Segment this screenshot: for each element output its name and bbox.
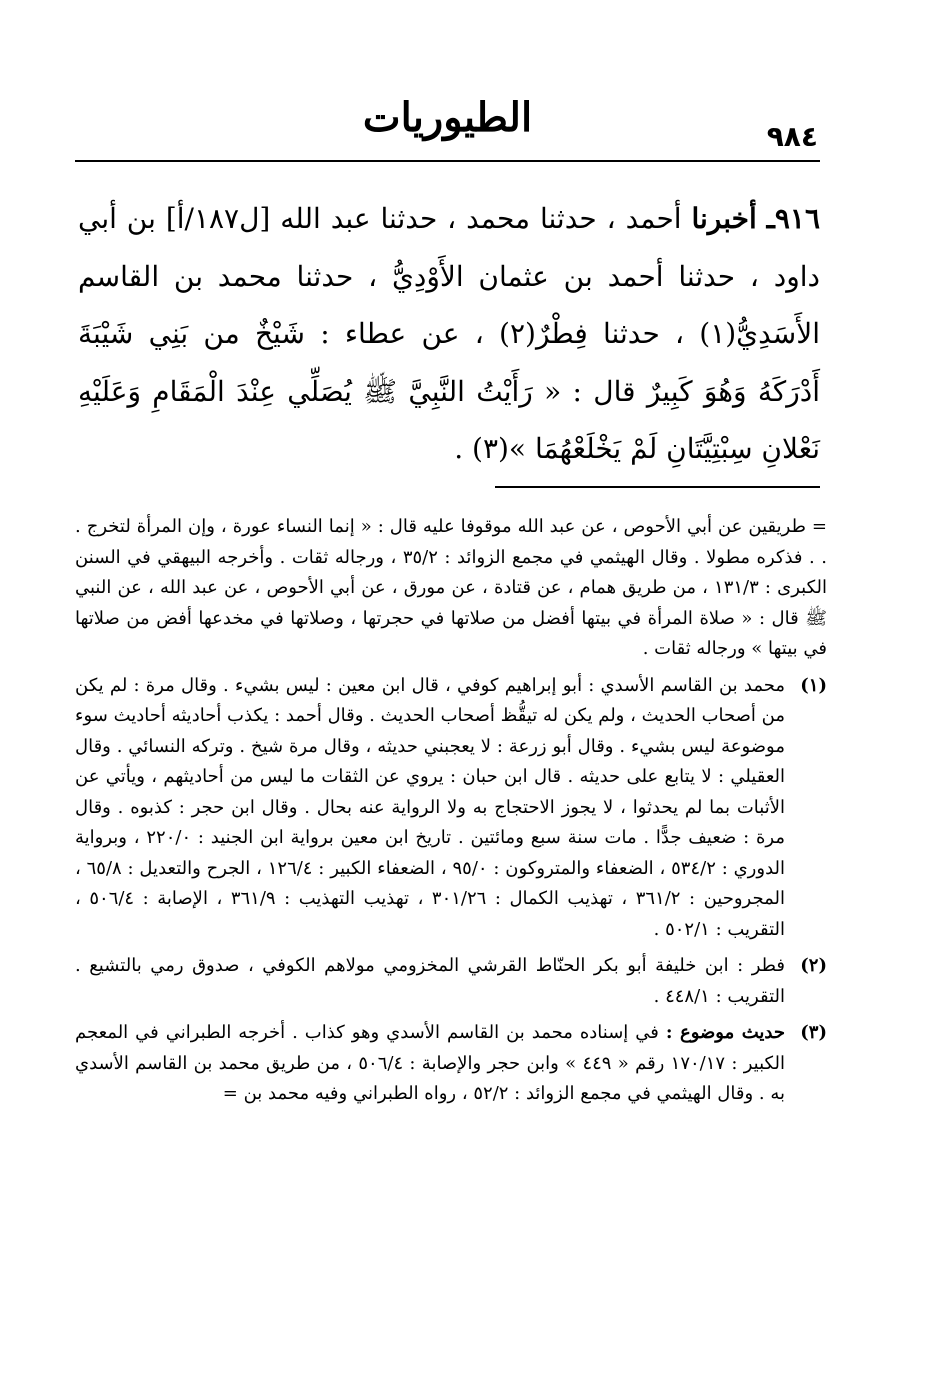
page-header [75,92,820,162]
footnote-text: فطر : ابن خليفة أبو بكر الحنّاط القرشي المخزومي مولاهم الكوفي ، صدوق رمي بالتشيع . التقريب : ٤٤٨/١ . [75,955,785,1007]
footnote-3 [75,1018,827,1110]
hadith-lead-word: أخبرنا [691,202,757,235]
footnote-number: (٣) [800,1022,827,1043]
page-number: ٩٨٤ [766,120,818,153]
footnotes-section [75,512,827,1110]
hadith-number: ٩١٦ـ [766,202,820,235]
footnote-number: (٢) [800,955,827,976]
hadith-text: أحمد ، حدثنا محمد ، حدثنا عبد الله [ل١٨٧/أ] بن أبي داود ، حدثنا أحمد بن عثمان الأَوْدِيُّ ، حدثنا محمد بن القاسم الأَسَدِيُّ(١) ، حدثنا فِطْرٌ(٢) ، عن عطاء : شَيْخٌ من بَنِي شَيْبَةَ أَدْرَكَهُ وَهُوَ كَبِيرٌ قال : « رَأَيْتُ النَّبِيَّ ﷺ يُصَلِّي عِنْدَ الْمَقَامِ وَعَلَيْهِ نَعْلانِ سِبْتِيَّتَانِ لَمْ يَخْلَعْهُمَا »(٣) . [78,202,820,465]
hadith-paragraph [78,190,820,478]
footnote-1 [75,671,827,946]
footnote-body [75,1018,785,1110]
footnote-divider [495,486,820,488]
book-title: الطيوريات [362,94,533,141]
footnote-number: (١) [800,674,827,696]
footnote-text: في إسناده محمد بن القاسم الأسدي وهو كذاب . أخرجه الطبراني في المعجم الكبير : ١٧٠/١٧ رقم « ٤٤٩ » وابن حجر والإصابة : ٥٠٦/٤ ، من طريق محمد بن القاسم الأسدي به . وقال الهيثمي في مجمع الزوائد : ٥٢/٢ ، رواه الطبراني وفيه محمد بن = [75,1022,785,1104]
footnote-continuation: = طريقين عن أبي الأحوص ، عن عبد الله موقوفا عليه قال : « إنما النساء عورة ، وإن المرأة لتخرج . . . فذكره مطولا . وقال الهيثمي في مجمع الزوائد : ٣٥/٢ ، ورجاله ثقات . وأخرجه البيهقي في السنن الكبرى : ١٣١/٣ ، من طريق همام ، عن قتادة ، عن مورق ، عن أبي الأحوص ، عن عبد الله ، عن النبي ﷺ قال : « صلاة المرأة في بيتها أفضل من صلاتها في حجرتها ، وصلاتها في مخدعها أفض من صلاتها في بيتها » ورجاله ثقات . [75,516,827,659]
footnote-verdict: حديث موضوع : [665,1022,785,1043]
footnote-text: محمد بن القاسم الأسدي : أبو إبراهيم كوفي ، قال ابن معين : ليس بشيء . وقال مرة : لم يكن من أصحاب الحديث ، ولم يكن له تيقُّظ أصحاب الحديث . وقال أحمد : يكذب أحاديثه أحاديث سوء موضوعة ليس بشيء . وقال أبو زرعة : لا يعجبني حديثه ، وقال مرة شيخ . وتركه النسائي . وقال العقيلي : لا يتابع على حديثه . قال ابن حبان : يروي عن الثقات ما ليس من أحاديثهم ، ويأتي عن الأثبات بما لم يحدثوا ، لا يجوز الاحتجاج به ولا الرواية عنه بحال . وقال ابن حجر : كذبوه . وقال مرة : ضعيف جدًّا . مات سنة سبع ومائتين . تاريخ ابن معين برواية ابن الجنيد : ٢٢٠/٠ ، وبرواية الدوري : ٥٣٤/٢ ، الضعفاء والمتروكون : ٩٥/٠ ، الضعفاء الكبير : ١٢٦/٤ ، الجرح والتعديل : ٦٥/٨ ، المجروحين : ٣٦١/٢ ، تهذيب الكمال : ٣٠١/٢٦ ، تهذيب التهذيب : ٣٦١/٩ ، الإصابة : ٥٠٦/٤ ، التقريب : ٥٠٢/١ . [75,674,786,940]
header-divider [75,160,820,162]
footnote-2 [75,951,827,1012]
hadith-block [78,190,820,478]
